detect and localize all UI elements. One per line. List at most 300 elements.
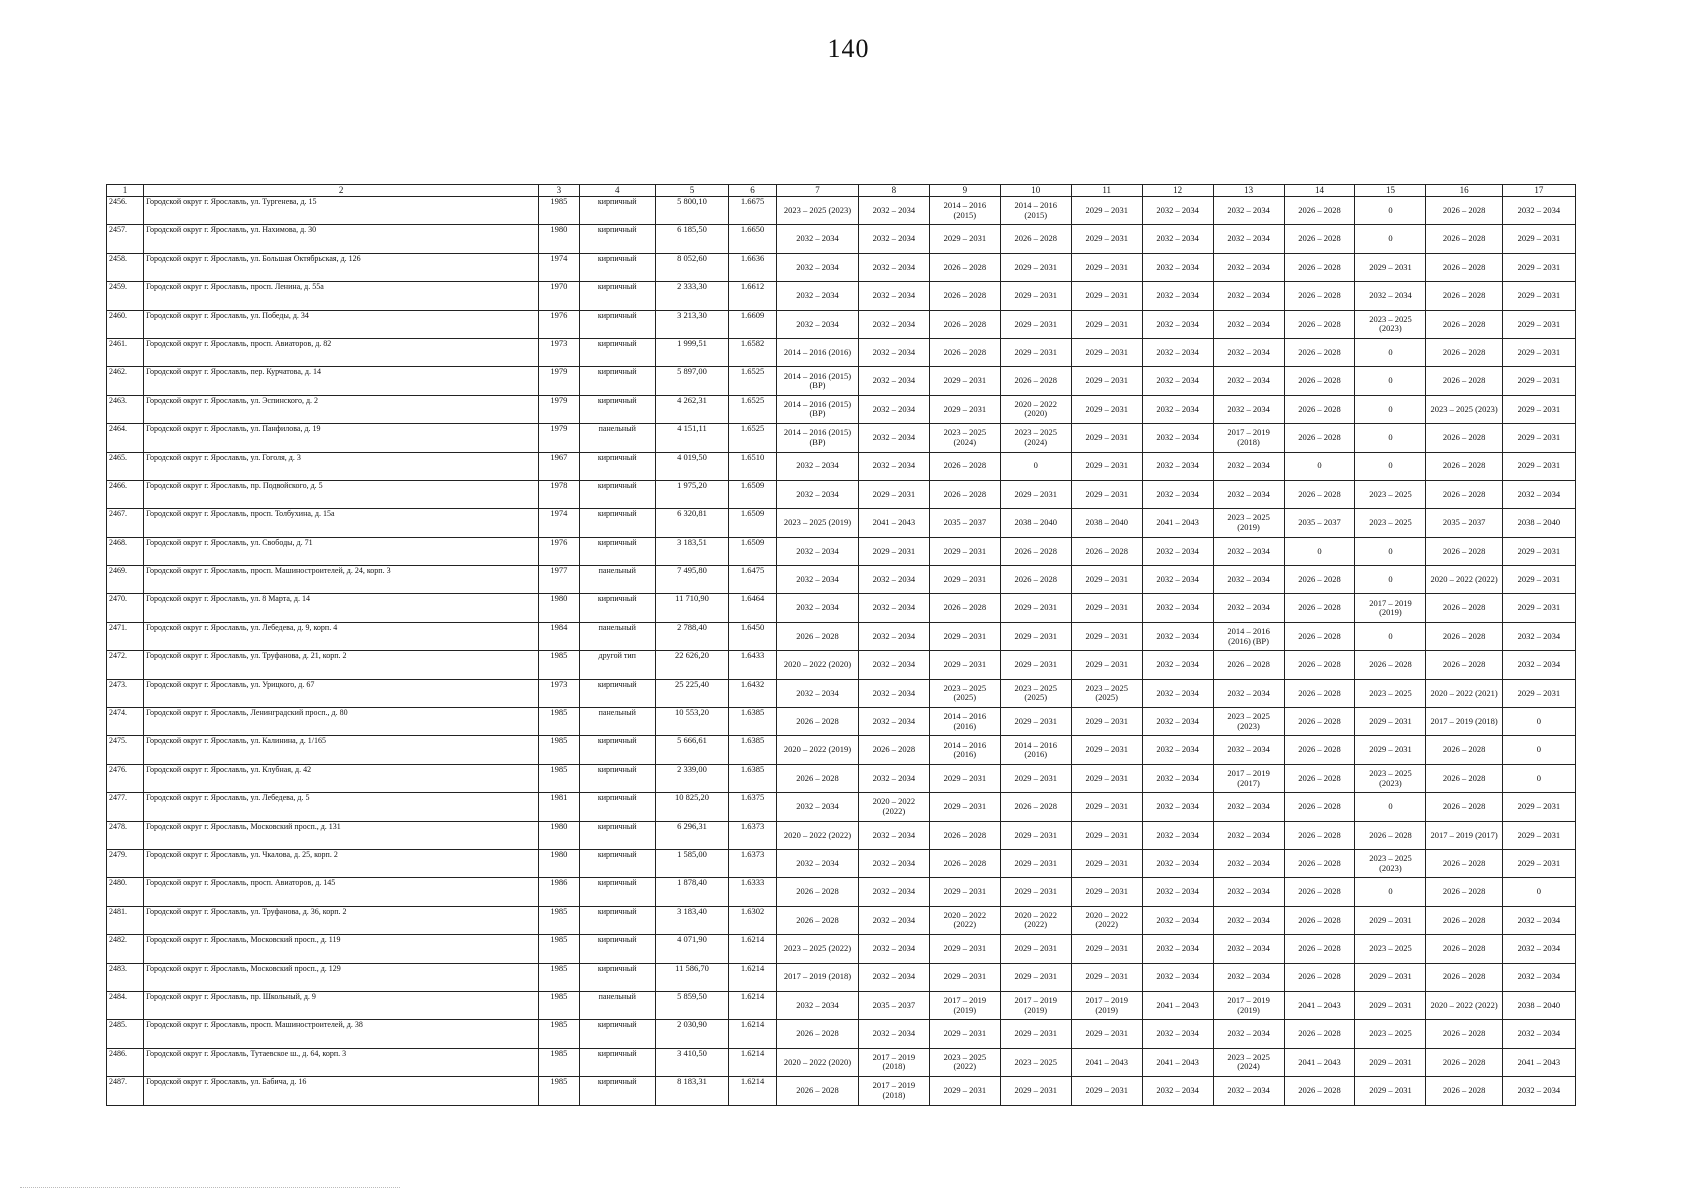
period-cell: 2032 – 2034 — [858, 452, 929, 480]
period-cell: 2029 – 2031 — [1000, 764, 1071, 792]
period-cell: 2017 – 2019 (2018) — [858, 1077, 929, 1105]
period-cell: 2038 – 2040 — [1502, 991, 1575, 1019]
period-cell: 2026 – 2028 — [1213, 651, 1284, 679]
column-number-header: 16 — [1426, 185, 1502, 197]
year-built-cell: 1980 — [539, 849, 579, 877]
table-row — [107, 282, 1576, 310]
period-cell: 2029 – 2031 — [1071, 736, 1142, 764]
coefficient-cell: 1.6385 — [729, 764, 777, 792]
coefficient-cell: 1.6214 — [729, 1020, 777, 1048]
period-cell: 2032 – 2034 — [1142, 594, 1213, 622]
period-cell: 2029 – 2031 — [1502, 821, 1575, 849]
year-built-cell: 1985 — [539, 651, 579, 679]
period-cell: 2032 – 2034 — [1142, 849, 1213, 877]
period-cell: 2026 – 2028 — [1284, 708, 1355, 736]
period-cell: 2029 – 2031 — [1000, 651, 1071, 679]
row-number-cell: 2482. — [107, 935, 144, 963]
wall-material-cell: кирпичный — [579, 197, 655, 225]
period-cell: 2032 – 2034 — [1142, 1077, 1213, 1105]
period-cell: 2029 – 2031 — [1071, 849, 1142, 877]
period-cell: 2023 – 2025 (2024) — [929, 424, 1000, 452]
period-cell: 2029 – 2031 — [929, 1020, 1000, 1048]
coefficient-cell: 1.6433 — [729, 651, 777, 679]
period-cell: 2026 – 2028 — [1426, 736, 1502, 764]
period-cell: 2032 – 2034 — [1142, 197, 1213, 225]
period-cell: 2032 – 2034 — [1213, 253, 1284, 281]
housing-registry-table — [106, 184, 1576, 1106]
period-cell: 2032 – 2034 — [1142, 338, 1213, 366]
period-cell: 2032 – 2034 — [777, 793, 859, 821]
coefficient-cell: 1.6385 — [729, 708, 777, 736]
period-cell: 2032 – 2034 — [1142, 651, 1213, 679]
address-cell: Городской округ г. Ярославль, пр. Школьный, д. 9 — [144, 991, 539, 1019]
period-cell: 2029 – 2031 — [1502, 310, 1575, 338]
period-cell: 2032 – 2034 — [1213, 480, 1284, 508]
address-cell: Городской округ г. Ярославль, ул. Победы, д. 34 — [144, 310, 539, 338]
period-cell: 2029 – 2031 — [1071, 622, 1142, 650]
period-cell: 0 — [1355, 424, 1426, 452]
row-number-cell: 2483. — [107, 963, 144, 991]
period-cell: 2032 – 2034 — [1142, 963, 1213, 991]
period-cell: 2029 – 2031 — [1355, 963, 1426, 991]
wall-material-cell: кирпичный — [579, 849, 655, 877]
period-cell: 2035 – 2037 — [1284, 509, 1355, 537]
area-cell: 1 999,51 — [655, 338, 728, 366]
row-number-cell: 2458. — [107, 253, 144, 281]
coefficient-cell: 1.6373 — [729, 821, 777, 849]
period-cell: 2026 – 2028 — [1284, 310, 1355, 338]
period-cell: 2029 – 2031 — [1000, 708, 1071, 736]
period-cell: 2029 – 2031 — [1000, 1077, 1071, 1105]
column-number-header: 14 — [1284, 185, 1355, 197]
table-row — [107, 708, 1576, 736]
table-row — [107, 594, 1576, 622]
period-cell: 2032 – 2034 — [858, 849, 929, 877]
column-number-header: 7 — [777, 185, 859, 197]
period-cell: 2032 – 2034 — [1142, 793, 1213, 821]
period-cell: 2026 – 2028 — [1355, 651, 1426, 679]
wall-material-cell: панельный — [579, 622, 655, 650]
address-cell: Городской округ г. Ярославль, Ленинградский просп., д. 80 — [144, 708, 539, 736]
row-number-cell: 2485. — [107, 1020, 144, 1048]
area-cell: 3 183,51 — [655, 537, 728, 565]
period-cell: 2026 – 2028 — [1426, 849, 1502, 877]
period-cell: 2032 – 2034 — [777, 566, 859, 594]
table-row — [107, 878, 1576, 906]
year-built-cell: 1974 — [539, 253, 579, 281]
table-row — [107, 310, 1576, 338]
table-row — [107, 367, 1576, 395]
area-cell: 7 495,80 — [655, 566, 728, 594]
table-row — [107, 509, 1576, 537]
period-cell: 2032 – 2034 — [1502, 622, 1575, 650]
period-cell: 2026 – 2028 — [1284, 566, 1355, 594]
period-cell: 2029 – 2031 — [1000, 935, 1071, 963]
period-cell: 2032 – 2034 — [858, 197, 929, 225]
period-cell: 2026 – 2028 — [1284, 821, 1355, 849]
period-cell: 2026 – 2028 — [1426, 537, 1502, 565]
wall-material-cell: кирпичный — [579, 537, 655, 565]
coefficient-cell: 1.6214 — [729, 935, 777, 963]
row-number-cell: 2468. — [107, 537, 144, 565]
row-number-cell: 2463. — [107, 395, 144, 423]
address-cell: Городской округ г. Ярославль, ул. Свободы, д. 71 — [144, 537, 539, 565]
period-cell: 2029 – 2031 — [1071, 793, 1142, 821]
row-number-cell: 2469. — [107, 566, 144, 594]
year-built-cell: 1986 — [539, 878, 579, 906]
period-cell: 2029 – 2031 — [1071, 424, 1142, 452]
period-cell: 2026 – 2028 — [1284, 1077, 1355, 1105]
period-cell: 2026 – 2028 — [777, 708, 859, 736]
column-number-header: 4 — [579, 185, 655, 197]
period-cell: 2023 – 2025 (2025) — [929, 679, 1000, 707]
coefficient-cell: 1.6525 — [729, 424, 777, 452]
table-row — [107, 1048, 1576, 1076]
period-cell: 2032 – 2034 — [1213, 963, 1284, 991]
year-built-cell: 1985 — [539, 1048, 579, 1076]
area-cell: 2 333,30 — [655, 282, 728, 310]
period-cell: 2029 – 2031 — [1502, 679, 1575, 707]
wall-material-cell: панельный — [579, 708, 655, 736]
period-cell: 2026 – 2028 — [929, 310, 1000, 338]
area-cell: 3 213,30 — [655, 310, 728, 338]
period-cell: 2029 – 2031 — [1355, 736, 1426, 764]
area-cell: 10 825,20 — [655, 793, 728, 821]
period-cell: 2029 – 2031 — [1355, 708, 1426, 736]
coefficient-cell: 1.6475 — [729, 566, 777, 594]
period-cell: 2023 – 2025 — [1355, 1020, 1426, 1048]
period-cell: 2029 – 2031 — [1000, 480, 1071, 508]
period-cell: 2026 – 2028 — [929, 253, 1000, 281]
period-cell: 2026 – 2028 — [1426, 764, 1502, 792]
row-number-cell: 2467. — [107, 509, 144, 537]
period-cell: 2032 – 2034 — [777, 452, 859, 480]
period-cell: 2020 – 2022 (2019) — [777, 736, 859, 764]
wall-material-cell: кирпичный — [579, 821, 655, 849]
period-cell: 2032 – 2034 — [1502, 1077, 1575, 1105]
period-cell: 2026 – 2028 — [1284, 849, 1355, 877]
period-cell: 2014 – 2016 (2015) — [929, 197, 1000, 225]
address-cell: Городской округ г. Ярославль, просп. Авиаторов, д. 145 — [144, 878, 539, 906]
period-cell: 2023 – 2025 (2025) — [1000, 679, 1071, 707]
wall-material-cell: кирпичный — [579, 452, 655, 480]
year-built-cell: 1980 — [539, 821, 579, 849]
period-cell: 2032 – 2034 — [1213, 849, 1284, 877]
period-cell: 2032 – 2034 — [1213, 566, 1284, 594]
year-built-cell: 1979 — [539, 424, 579, 452]
year-built-cell: 1985 — [539, 935, 579, 963]
area-cell: 1 878,40 — [655, 878, 728, 906]
area-cell: 5 800,10 — [655, 197, 728, 225]
period-cell: 2029 – 2031 — [1071, 764, 1142, 792]
scan-artifact-line — [20, 1187, 400, 1188]
period-cell: 2026 – 2028 — [1284, 197, 1355, 225]
coefficient-cell: 1.6675 — [729, 197, 777, 225]
period-cell: 2023 – 2025 (2023) — [1355, 764, 1426, 792]
period-cell: 2029 – 2031 — [1000, 594, 1071, 622]
period-cell: 2032 – 2034 — [777, 310, 859, 338]
period-cell: 2029 – 2031 — [929, 367, 1000, 395]
period-cell: 2026 – 2028 — [1284, 253, 1355, 281]
period-cell: 2023 – 2025 (2025) — [1071, 679, 1142, 707]
period-cell: 2017 – 2019 (2019) — [1355, 594, 1426, 622]
table-row — [107, 764, 1576, 792]
coefficient-cell: 1.6375 — [729, 793, 777, 821]
period-cell: 2032 – 2034 — [1213, 935, 1284, 963]
period-cell: 2032 – 2034 — [1502, 935, 1575, 963]
wall-material-cell: панельный — [579, 991, 655, 1019]
period-cell: 2032 – 2034 — [1142, 537, 1213, 565]
address-cell: Городской округ г. Ярославль, ул. Чкалова, д. 25, корп. 2 — [144, 849, 539, 877]
column-number-header: 17 — [1502, 185, 1575, 197]
period-cell: 2041 – 2043 — [1502, 1048, 1575, 1076]
table-row — [107, 963, 1576, 991]
area-cell: 2 788,40 — [655, 622, 728, 650]
period-cell: 2029 – 2031 — [1071, 225, 1142, 253]
period-cell: 2026 – 2028 — [1426, 1020, 1502, 1048]
period-cell: 0 — [1355, 367, 1426, 395]
period-cell: 2026 – 2028 — [1284, 878, 1355, 906]
period-cell: 2029 – 2031 — [929, 225, 1000, 253]
wall-material-cell: панельный — [579, 424, 655, 452]
period-cell: 2032 – 2034 — [777, 594, 859, 622]
table-row — [107, 253, 1576, 281]
period-cell: 2020 – 2022 (2022) — [1071, 906, 1142, 934]
table-row — [107, 793, 1576, 821]
period-cell: 2023 – 2025 (2023) — [1426, 395, 1502, 423]
period-cell: 2026 – 2028 — [1426, 622, 1502, 650]
table-row — [107, 225, 1576, 253]
period-cell: 2029 – 2031 — [1502, 594, 1575, 622]
year-built-cell: 1967 — [539, 452, 579, 480]
year-built-cell: 1985 — [539, 1020, 579, 1048]
area-cell: 1 975,20 — [655, 480, 728, 508]
period-cell: 2032 – 2034 — [858, 338, 929, 366]
table-row — [107, 991, 1576, 1019]
period-cell: 2032 – 2034 — [1213, 594, 1284, 622]
period-cell: 2029 – 2031 — [1502, 395, 1575, 423]
period-cell: 2032 – 2034 — [858, 764, 929, 792]
period-cell: 2029 – 2031 — [1071, 1020, 1142, 1048]
address-cell: Городской округ г. Ярославль, ул. Калинина, д. 1/165 — [144, 736, 539, 764]
period-cell: 2014 – 2016 (2015) (ВР) — [777, 424, 859, 452]
wall-material-cell: кирпичный — [579, 736, 655, 764]
area-cell: 10 553,20 — [655, 708, 728, 736]
period-cell: 2038 – 2040 — [1000, 509, 1071, 537]
year-built-cell: 1985 — [539, 991, 579, 1019]
area-cell: 2 030,90 — [655, 1020, 728, 1048]
period-cell: 2029 – 2031 — [929, 963, 1000, 991]
period-cell: 2029 – 2031 — [929, 878, 1000, 906]
period-cell: 2026 – 2028 — [1284, 367, 1355, 395]
coefficient-cell: 1.6214 — [729, 991, 777, 1019]
year-built-cell: 1980 — [539, 225, 579, 253]
period-cell: 2029 – 2031 — [1502, 338, 1575, 366]
period-cell: 2023 – 2025 — [1355, 509, 1426, 537]
coefficient-cell: 1.6302 — [729, 906, 777, 934]
table-row — [107, 821, 1576, 849]
period-cell: 2023 – 2025 (2024) — [1213, 1048, 1284, 1076]
period-cell: 2035 – 2037 — [858, 991, 929, 1019]
period-cell: 2020 – 2022 (2022) — [858, 793, 929, 821]
period-cell: 2017 – 2019 (2019) — [1000, 991, 1071, 1019]
row-number-cell: 2471. — [107, 622, 144, 650]
row-number-cell: 2478. — [107, 821, 144, 849]
period-cell: 2020 – 2022 (2020) — [777, 651, 859, 679]
column-number-header: 9 — [929, 185, 1000, 197]
address-cell: Городской округ г. Ярославль, ул. Клубная, д. 42 — [144, 764, 539, 792]
period-cell: 2032 – 2034 — [1142, 935, 1213, 963]
year-built-cell: 1976 — [539, 537, 579, 565]
period-cell: 2026 – 2028 — [1284, 594, 1355, 622]
period-cell: 2029 – 2031 — [1502, 452, 1575, 480]
period-cell: 2017 – 2019 (2018) — [858, 1048, 929, 1076]
period-cell: 2029 – 2031 — [1000, 310, 1071, 338]
period-cell: 2026 – 2028 — [1426, 225, 1502, 253]
period-cell: 2029 – 2031 — [1000, 622, 1071, 650]
period-cell: 2026 – 2028 — [1000, 793, 1071, 821]
row-number-cell: 2460. — [107, 310, 144, 338]
period-cell: 2032 – 2034 — [1213, 906, 1284, 934]
period-cell: 2026 – 2028 — [777, 764, 859, 792]
row-number-cell: 2479. — [107, 849, 144, 877]
period-cell: 2026 – 2028 — [1284, 764, 1355, 792]
year-built-cell: 1973 — [539, 338, 579, 366]
period-cell: 2026 – 2028 — [1284, 622, 1355, 650]
period-cell: 2026 – 2028 — [777, 878, 859, 906]
coefficient-cell: 1.6509 — [729, 509, 777, 537]
column-number-header: 5 — [655, 185, 728, 197]
period-cell: 2014 – 2016 (2016) — [929, 736, 1000, 764]
period-cell: 2014 – 2016 (2016) — [1000, 736, 1071, 764]
wall-material-cell: кирпичный — [579, 367, 655, 395]
period-cell: 2029 – 2031 — [1502, 793, 1575, 821]
wall-material-cell: кирпичный — [579, 906, 655, 934]
period-cell: 2032 – 2034 — [1142, 225, 1213, 253]
period-cell: 2029 – 2031 — [1000, 878, 1071, 906]
period-cell: 2032 – 2034 — [858, 651, 929, 679]
period-cell: 2029 – 2031 — [1355, 253, 1426, 281]
period-cell: 2023 – 2025 (2023) — [777, 197, 859, 225]
period-cell: 2038 – 2040 — [1071, 509, 1142, 537]
period-cell: 2026 – 2028 — [1426, 878, 1502, 906]
period-cell: 2017 – 2019 (2018) — [777, 963, 859, 991]
period-cell: 2029 – 2031 — [1071, 566, 1142, 594]
period-cell: 2020 – 2022 (2020) — [1000, 395, 1071, 423]
period-cell: 2029 – 2031 — [1071, 452, 1142, 480]
period-cell: 2029 – 2031 — [1502, 566, 1575, 594]
coefficient-cell: 1.6636 — [729, 253, 777, 281]
period-cell: 2029 – 2031 — [1000, 282, 1071, 310]
coefficient-cell: 1.6509 — [729, 537, 777, 565]
period-cell: 2014 – 2016 (2015) (ВР) — [777, 395, 859, 423]
area-cell: 22 626,20 — [655, 651, 728, 679]
period-cell: 2026 – 2028 — [929, 338, 1000, 366]
period-cell: 2032 – 2034 — [1142, 679, 1213, 707]
address-cell: Городской округ г. Ярославль, ул. Гоголя, д. 3 — [144, 452, 539, 480]
row-number-cell: 2464. — [107, 424, 144, 452]
period-cell: 0 — [1355, 338, 1426, 366]
period-cell: 2026 – 2028 — [1284, 679, 1355, 707]
address-cell: Городской округ г. Ярославль, просп. Авиаторов, д. 82 — [144, 338, 539, 366]
address-cell: Городской округ г. Ярославль, ул. Труфанова, д. 21, корп. 2 — [144, 651, 539, 679]
period-cell: 2020 – 2022 (2022) — [1000, 906, 1071, 934]
period-cell: 2041 – 2043 — [1142, 1048, 1213, 1076]
address-cell: Городской округ г. Ярославль, Московский просп., д. 119 — [144, 935, 539, 963]
period-cell: 0 — [1355, 566, 1426, 594]
period-cell: 0 — [1502, 708, 1575, 736]
period-cell: 2041 – 2043 — [1071, 1048, 1142, 1076]
period-cell: 2026 – 2028 — [1000, 225, 1071, 253]
period-cell: 2029 – 2031 — [1071, 1077, 1142, 1105]
period-cell: 2017 – 2019 (2018) — [1213, 424, 1284, 452]
address-cell: Городской округ г. Ярославль, ул. 8 Марта, д. 14 — [144, 594, 539, 622]
period-cell: 2032 – 2034 — [777, 849, 859, 877]
period-cell: 2032 – 2034 — [1142, 708, 1213, 736]
period-cell: 2029 – 2031 — [1502, 849, 1575, 877]
period-cell: 0 — [1284, 452, 1355, 480]
period-cell: 2029 – 2031 — [1071, 963, 1142, 991]
table-row — [107, 849, 1576, 877]
address-cell: Городской округ г. Ярославль, ул. Лебедева, д. 9, корп. 4 — [144, 622, 539, 650]
period-cell: 2026 – 2028 — [1284, 424, 1355, 452]
address-cell: Городской округ г. Ярославль, ул. Панфилова, д. 19 — [144, 424, 539, 452]
area-cell: 5 859,50 — [655, 991, 728, 1019]
period-cell: 2017 – 2019 (2019) — [1071, 991, 1142, 1019]
row-number-cell: 2475. — [107, 736, 144, 764]
period-cell: 2032 – 2034 — [1213, 310, 1284, 338]
coefficient-cell: 1.6525 — [729, 395, 777, 423]
period-cell: 2032 – 2034 — [1142, 878, 1213, 906]
period-cell: 2026 – 2028 — [1284, 395, 1355, 423]
period-cell: 2032 – 2034 — [858, 282, 929, 310]
period-cell: 2032 – 2034 — [1142, 566, 1213, 594]
period-cell: 2032 – 2034 — [1213, 197, 1284, 225]
period-cell: 2026 – 2028 — [929, 849, 1000, 877]
address-cell: Городской округ г. Ярославль, Московский просп., д. 131 — [144, 821, 539, 849]
period-cell: 2032 – 2034 — [777, 537, 859, 565]
period-cell: 2026 – 2028 — [1426, 906, 1502, 934]
period-cell: 2020 – 2022 (2022) — [1426, 566, 1502, 594]
coefficient-cell: 1.6214 — [729, 963, 777, 991]
period-cell: 2029 – 2031 — [1071, 594, 1142, 622]
period-cell: 2026 – 2028 — [929, 282, 1000, 310]
period-cell: 2026 – 2028 — [1355, 821, 1426, 849]
period-cell: 0 — [1502, 736, 1575, 764]
period-cell: 2026 – 2028 — [1426, 594, 1502, 622]
row-number-cell: 2486. — [107, 1048, 144, 1076]
period-cell: 2026 – 2028 — [929, 821, 1000, 849]
coefficient-cell: 1.6510 — [729, 452, 777, 480]
period-cell: 2026 – 2028 — [777, 622, 859, 650]
period-cell: 2032 – 2034 — [1142, 310, 1213, 338]
period-cell: 0 — [1355, 452, 1426, 480]
period-cell: 2032 – 2034 — [858, 935, 929, 963]
period-cell: 2026 – 2028 — [1426, 935, 1502, 963]
year-built-cell: 1974 — [539, 509, 579, 537]
period-cell: 2032 – 2034 — [858, 708, 929, 736]
row-number-cell: 2470. — [107, 594, 144, 622]
address-cell: Городской округ г. Ярославль, ул. Эспинского, д. 2 — [144, 395, 539, 423]
period-cell: 2032 – 2034 — [1213, 225, 1284, 253]
address-cell: Городской округ г. Ярославль, просп. Машиностроителей, д. 24, корп. 3 — [144, 566, 539, 594]
period-cell: 2014 – 2016 (2015) (ВР) — [777, 367, 859, 395]
period-cell: 0 — [1355, 537, 1426, 565]
period-cell: 2026 – 2028 — [1284, 282, 1355, 310]
area-cell: 11 586,70 — [655, 963, 728, 991]
table-row — [107, 935, 1576, 963]
table-row — [107, 1077, 1576, 1105]
